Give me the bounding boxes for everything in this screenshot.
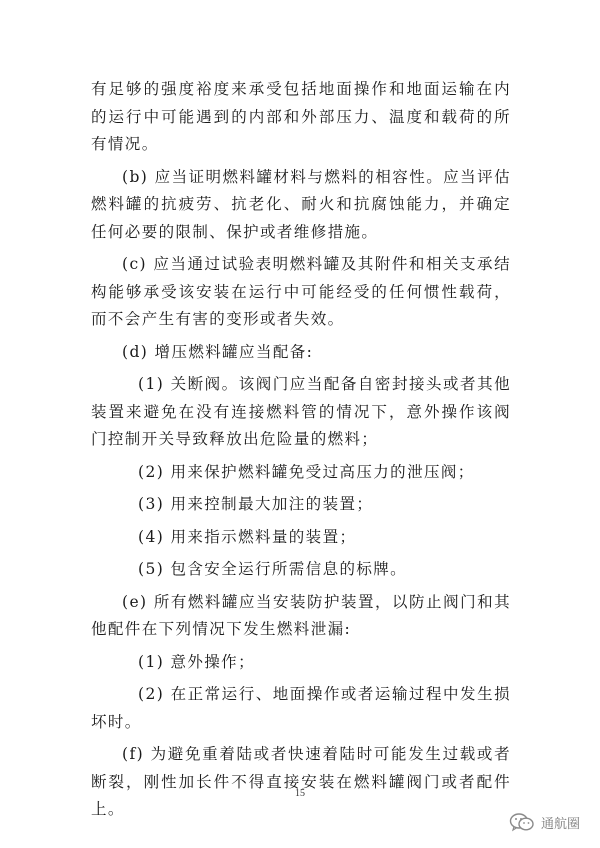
- page-number: 15: [295, 788, 305, 799]
- paragraph-continuation: 有足够的强度裕度来承受包括地面操作和地面运输在内的运行中可能遇到的内部和外部压力、温度和载荷的所有情况。: [91, 80, 511, 153]
- clause-f: (f) 为避免重着陆或者快速着陆时可能发生过载或者断裂，刚性加长件不得直接安装在燃料罐阀门或者配件上。: [91, 745, 511, 818]
- clause-b: (b) 应当证明燃料罐材料与燃料的相容性。应当评估燃料罐的抗疲劳、抗老化、耐火和抗腐蚀能力，并确定任何必要的限制、保护或者维修措施。: [91, 167, 511, 241]
- clause-d-5: (5) 包含安全运行所需信息的标牌。: [138, 560, 408, 578]
- document-body: [91, 76, 511, 829]
- clause-e-1: (1) 意外操作；: [138, 652, 255, 671]
- clause-d: (d) 增压燃料罐应当配备:: [122, 342, 314, 361]
- watermark-label: 通航圈: [540, 816, 580, 832]
- clause-d-2: (2) 用来保护燃料罐免受过高压力的泄压阀；: [138, 462, 475, 481]
- watermark: [509, 812, 580, 832]
- clause-e: (e) 所有燃料罐应当安装防护装置，以防止阀门和其他配件在下列情况下发生燃料泄漏:: [91, 592, 511, 638]
- clause-d-3: (3) 用来控制最大加注的装置；: [138, 495, 374, 513]
- clause-d-1: (1) 关断阀。该阀门应当配备自密封接头或者其他装置来避免在没有连接燃料管的情况下，意外操作该阀门控制开关导致释放出危险量的燃料；: [91, 375, 511, 448]
- clause-c: (c) 应当通过试验表明燃料罐及其附件和相关支承结构能够承受该安装在运行中可能经受的任何惯性载荷，而不会产生有害的变形或者失效。: [91, 255, 511, 328]
- wechat-icon: [509, 812, 535, 832]
- clause-e-2: (2) 在正常运行、地面操作或者运输过程中发生损坏时。: [91, 685, 511, 731]
- clause-d-4: (4) 用来指示燃料量的装置；: [138, 527, 357, 546]
